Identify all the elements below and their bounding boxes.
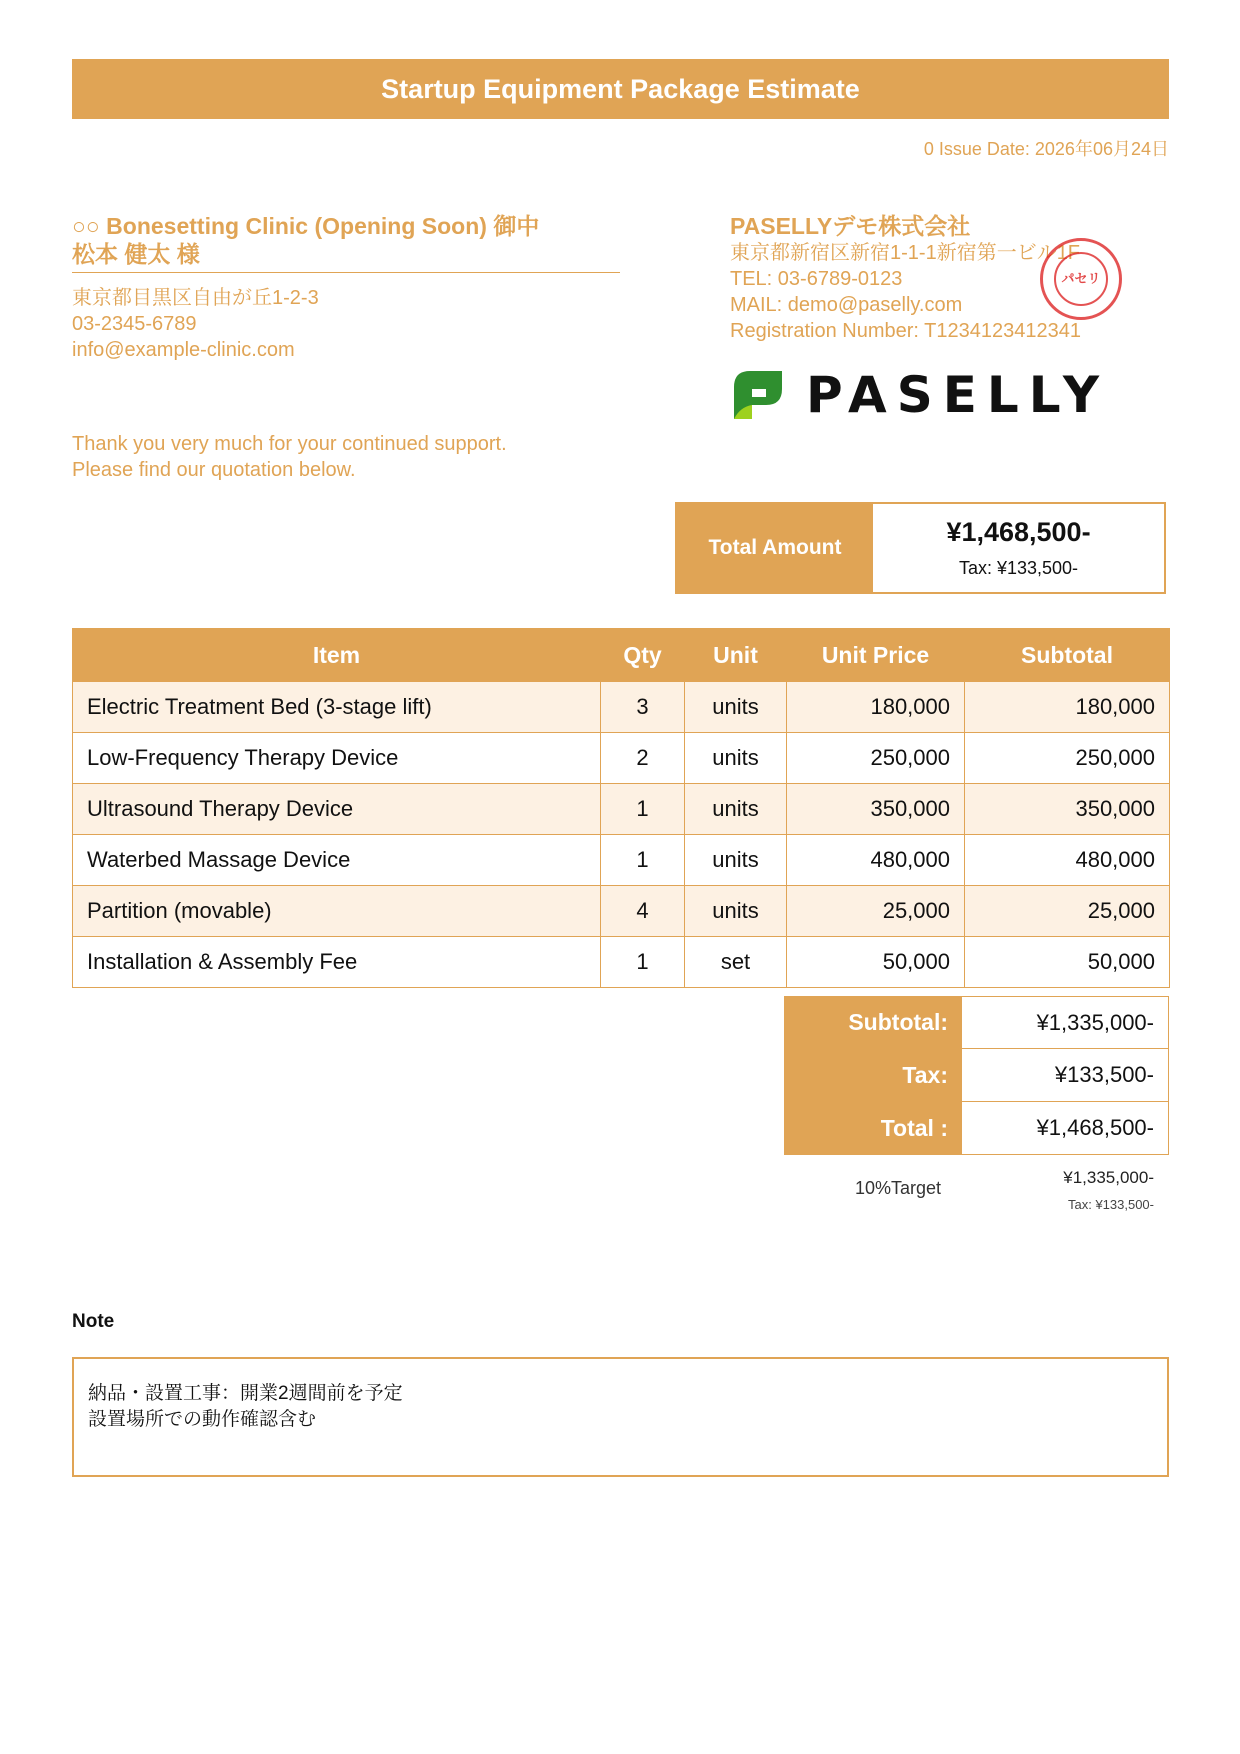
- issuer-address: 東京都新宿区新宿1-1-1新宿第一ビル1F: [730, 242, 1081, 264]
- total-amount-label: Total Amount: [677, 504, 873, 592]
- issuer-tel: TEL: 03-6789-0123: [730, 268, 903, 290]
- cell-subtotal: 50,000: [965, 937, 1170, 988]
- total-amount-tax: Tax: ¥133,500-: [958, 558, 1079, 578]
- summary-tax-value: ¥133,500-: [962, 1049, 1169, 1102]
- recipient-contact: [72, 285, 620, 363]
- cell-unit: units: [685, 886, 787, 937]
- cell-item: Electric Treatment Bed (3-stage lift): [73, 682, 601, 733]
- cell-subtotal: 480,000: [965, 835, 1170, 886]
- header-qty: Qty: [601, 629, 685, 682]
- cell-subtotal: 180,000: [965, 682, 1170, 733]
- summary-tax-row: [784, 1049, 1169, 1102]
- cell-subtotal: 25,000: [965, 886, 1170, 937]
- leaf-logo-icon: [730, 367, 786, 423]
- cell-subtotal: 350,000: [965, 784, 1170, 835]
- total-amount-value: ¥1,468,500-: [946, 517, 1091, 547]
- table-row: [73, 886, 1170, 937]
- issuer-registration: Registration Number: T1234123412341: [730, 320, 1081, 342]
- tax-rate-amount: ¥1,335,000-: [1063, 1168, 1154, 1187]
- summary-subtotal-row: [784, 996, 1169, 1049]
- table-row: [73, 835, 1170, 886]
- header-subtotal: Subtotal: [965, 629, 1170, 682]
- recipient-block: [72, 212, 620, 363]
- header-unit: Unit: [685, 629, 787, 682]
- cell-unit: units: [685, 835, 787, 886]
- cell-item: Waterbed Massage Device: [73, 835, 601, 886]
- greeting-line-1: Thank you very much for your continued support.: [72, 433, 507, 455]
- note-line-1: 納品・設置工事：開業2週間前を予定: [88, 1383, 403, 1404]
- recipient-email: info@example-clinic.com: [72, 339, 295, 361]
- greeting-line-2: Please find our quotation below.: [72, 459, 356, 481]
- recipient-company: ○○ Bonesetting Clinic (Opening Soon) 御中: [72, 213, 540, 239]
- cell-unit: units: [685, 682, 787, 733]
- table-row: [73, 733, 1170, 784]
- tax-rate-tax: Tax: ¥133,500-: [1067, 1197, 1154, 1212]
- summary-total-label: Total :: [784, 1102, 962, 1155]
- cell-qty: 1: [601, 835, 685, 886]
- summary-tax-label: Tax:: [784, 1049, 962, 1102]
- issue-date: 0 Issue Date: 2026年06月24日: [923, 139, 1169, 159]
- total-amount-value-cell: [873, 504, 1164, 592]
- cell-qty: 4: [601, 886, 685, 937]
- recipient-address: 東京都目黒区自由が丘1-2-3: [72, 287, 319, 309]
- summary-subtotal-label: Subtotal:: [784, 996, 962, 1049]
- cell-unit-price: 250,000: [787, 733, 965, 784]
- line-items-table: [72, 628, 1170, 988]
- cell-unit: units: [685, 784, 787, 835]
- cell-subtotal: 250,000: [965, 733, 1170, 784]
- table-row: [73, 682, 1170, 733]
- cell-item: Partition (movable): [73, 886, 601, 937]
- company-seal-text: パセリ: [1054, 252, 1108, 306]
- table-header-row: [73, 629, 1170, 682]
- company-seal-icon: [1040, 238, 1122, 320]
- cell-item: Installation & Assembly Fee: [73, 937, 601, 988]
- recipient-person: 松本 健太 様: [72, 241, 200, 267]
- cell-unit-price: 180,000: [787, 682, 965, 733]
- recipient-name: [72, 212, 620, 273]
- header-unit-price: Unit Price: [787, 629, 965, 682]
- cell-unit-price: 25,000: [787, 886, 965, 937]
- cell-qty: 2: [601, 733, 685, 784]
- cell-unit: set: [685, 937, 787, 988]
- cell-unit-price: 350,000: [787, 784, 965, 835]
- note-box: [72, 1357, 1169, 1477]
- cell-qty: 1: [601, 937, 685, 988]
- summary-total-row: [784, 1102, 1169, 1155]
- document-title: Startup Equipment Package Estimate: [72, 59, 1169, 119]
- cell-qty: 3: [601, 682, 685, 733]
- table-row: [73, 937, 1170, 988]
- cell-item: Low-Frequency Therapy Device: [73, 733, 601, 784]
- cell-unit-price: 480,000: [787, 835, 965, 886]
- issuer-name: PASELLYデモ株式会社: [730, 213, 971, 239]
- total-amount-box: [675, 502, 1166, 594]
- table-row: [73, 784, 1170, 835]
- greeting: [72, 431, 507, 483]
- summary-total-value: ¥1,468,500-: [962, 1102, 1169, 1155]
- logo-wordmark: PASELLY: [806, 366, 1110, 424]
- cell-qty: 1: [601, 784, 685, 835]
- issuer-block: [730, 212, 1081, 344]
- header-item: Item: [73, 629, 601, 682]
- cell-item: Ultrasound Therapy Device: [73, 784, 601, 835]
- note-line-2: 設置場所での動作確認含む: [88, 1409, 317, 1430]
- issuer-mail: MAIL: demo@paselly.com: [730, 294, 963, 316]
- company-logo: [730, 366, 1109, 424]
- cell-unit: units: [685, 733, 787, 784]
- tax-rate-label: 10%Target: [855, 1178, 942, 1198]
- cell-unit-price: 50,000: [787, 937, 965, 988]
- summary-block: [784, 996, 1169, 1155]
- recipient-phone: 03-2345-6789: [72, 313, 197, 335]
- summary-subtotal-value: ¥1,335,000-: [962, 996, 1169, 1049]
- note-label: Note: [72, 1311, 115, 1332]
